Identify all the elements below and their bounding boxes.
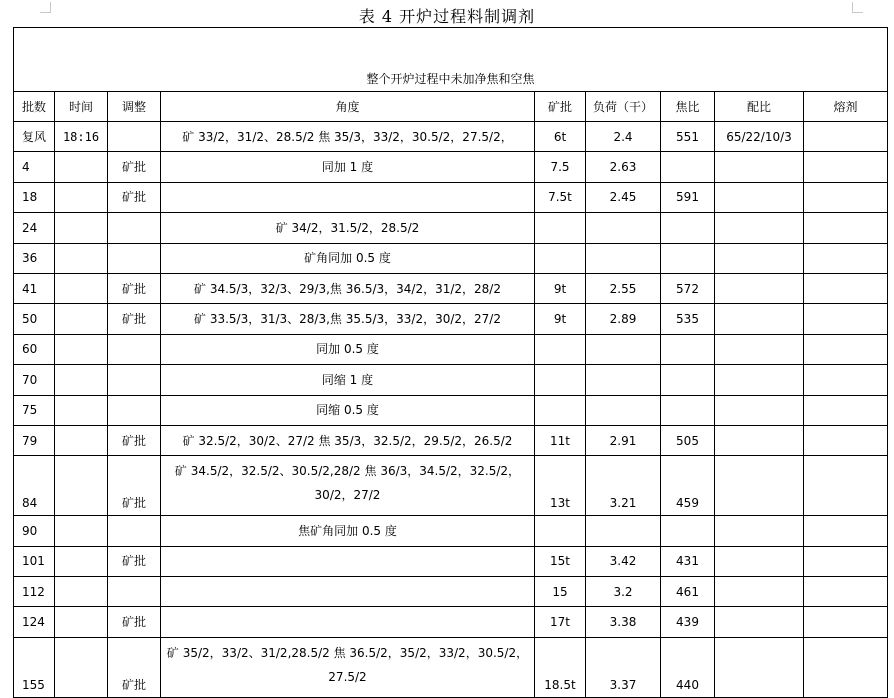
cell-load: 2.55 xyxy=(586,273,661,303)
cell-load xyxy=(586,213,661,243)
cell-load: 2.63 xyxy=(586,152,661,182)
table-row xyxy=(14,607,888,637)
cell-adjust xyxy=(108,365,161,395)
cell-batch: 124 xyxy=(14,607,55,637)
cell-time xyxy=(55,304,108,334)
table-row xyxy=(14,182,888,212)
cell-mix-ratio: 65/22/10/3 xyxy=(715,122,804,152)
cell-coke-ratio: 461 xyxy=(661,577,715,607)
cell-mix-ratio xyxy=(715,425,804,455)
header-row xyxy=(14,92,888,122)
cell-mix-ratio xyxy=(715,637,804,697)
table-row xyxy=(14,425,888,455)
cell-load: 2.45 xyxy=(586,182,661,212)
cell-ore-batch xyxy=(535,395,586,425)
cell-mix-ratio xyxy=(715,607,804,637)
cell-mix-ratio xyxy=(715,577,804,607)
cell-coke-ratio xyxy=(661,152,715,182)
cell-mix-ratio xyxy=(715,456,804,516)
cell-adjust: 矿批 xyxy=(108,273,161,303)
cell-adjust: 矿批 xyxy=(108,456,161,516)
table-row xyxy=(14,213,888,243)
cell-angle: 同缩 0.5 度 xyxy=(161,395,535,425)
cell-batch: 155 xyxy=(14,637,55,697)
cell-ore-batch: 9t xyxy=(535,304,586,334)
cell-time: 18:16 xyxy=(55,122,108,152)
cell-angle: 矿 33/2，31/2、28.5/2 焦 35/3，33/2，30.5/2，27.5/2， xyxy=(161,122,535,152)
cell-load: 2.91 xyxy=(586,425,661,455)
cell-angle: 同缩 1 度 xyxy=(161,365,535,395)
cell-time xyxy=(55,577,108,607)
cell-angle: 矿 33.5/3，31/3、28/3,焦 35.5/3，33/2，30/2，27/2 xyxy=(161,304,535,334)
header-batch: 批数 xyxy=(14,92,55,122)
header-mix-ratio: 配比 xyxy=(715,92,804,122)
cell-batch: 70 xyxy=(14,365,55,395)
cell-coke-ratio: 551 xyxy=(661,122,715,152)
cell-flux xyxy=(804,456,888,516)
cell-mix-ratio xyxy=(715,182,804,212)
cell-angle: 矿角同加 0.5 度 xyxy=(161,243,535,273)
cell-flux xyxy=(804,122,888,152)
table-row xyxy=(14,516,888,546)
cell-ore-batch: 6t xyxy=(535,122,586,152)
table-row xyxy=(14,152,888,182)
header-angle: 角度 xyxy=(161,92,535,122)
cell-ore-batch: 9t xyxy=(535,273,586,303)
cell-load: 3.38 xyxy=(586,607,661,637)
cell-time xyxy=(55,334,108,364)
cell-ore-batch xyxy=(535,365,586,395)
cell-adjust xyxy=(108,334,161,364)
cell-batch: 复风 xyxy=(14,122,55,152)
cell-flux xyxy=(804,516,888,546)
cell-flux xyxy=(804,365,888,395)
cell-time xyxy=(55,637,108,697)
table-row xyxy=(14,304,888,334)
cell-angle: 矿 34.5/3，32/3、29/3,焦 36.5/3，34/2，31/2，28/2 xyxy=(161,273,535,303)
table-row xyxy=(14,243,888,273)
cell-mix-ratio xyxy=(715,516,804,546)
cell-flux xyxy=(804,304,888,334)
cell-ore-batch xyxy=(535,213,586,243)
cell-coke-ratio xyxy=(661,516,715,546)
cell-angle xyxy=(161,607,535,637)
cell-angle: 同加 1 度 xyxy=(161,152,535,182)
cell-batch: 4 xyxy=(14,152,55,182)
cell-load: 3.21 xyxy=(586,456,661,516)
table-row xyxy=(14,395,888,425)
cell-flux xyxy=(804,637,888,697)
table-row xyxy=(14,577,888,607)
cell-ore-batch: 15t xyxy=(535,546,586,576)
cell-mix-ratio xyxy=(715,365,804,395)
cell-batch: 36 xyxy=(14,243,55,273)
cell-load xyxy=(586,334,661,364)
cell-flux xyxy=(804,546,888,576)
cell-coke-ratio: 535 xyxy=(661,304,715,334)
cell-angle: 矿 34/2，31.5/2，28.5/2 xyxy=(161,213,535,243)
cell-adjust xyxy=(108,516,161,546)
cell-flux xyxy=(804,182,888,212)
cell-batch: 50 xyxy=(14,304,55,334)
cell-batch: 101 xyxy=(14,546,55,576)
cell-adjust xyxy=(108,122,161,152)
cell-ore-batch: 17t xyxy=(535,607,586,637)
cell-angle: 同加 0.5 度 xyxy=(161,334,535,364)
cell-angle xyxy=(161,182,535,212)
cell-angle: 矿 34.5/2，32.5/2、30.5/2,28/2 焦 36/3，34.5/2，32.5/2，30/2，27/2 xyxy=(161,456,535,516)
cell-angle xyxy=(161,546,535,576)
cell-batch: 18 xyxy=(14,182,55,212)
table-row xyxy=(14,334,888,364)
header-ore-batch: 矿批 xyxy=(535,92,586,122)
cell-time xyxy=(55,425,108,455)
cell-coke-ratio: 439 xyxy=(661,607,715,637)
cell-load xyxy=(586,365,661,395)
table-row xyxy=(14,456,888,516)
cell-coke-ratio: 591 xyxy=(661,182,715,212)
header-coke-ratio: 焦比 xyxy=(661,92,715,122)
cell-coke-ratio xyxy=(661,243,715,273)
header-load: 负荷（干） xyxy=(586,92,661,122)
cell-time xyxy=(55,546,108,576)
cell-batch: 24 xyxy=(14,213,55,243)
cell-adjust: 矿批 xyxy=(108,607,161,637)
cell-flux xyxy=(804,334,888,364)
cell-ore-batch xyxy=(535,516,586,546)
cell-flux xyxy=(804,273,888,303)
cell-mix-ratio xyxy=(715,243,804,273)
cell-time xyxy=(55,152,108,182)
cell-ore-batch: 11t xyxy=(535,425,586,455)
header-adjust: 调整 xyxy=(108,92,161,122)
table-row xyxy=(14,122,888,152)
table-row xyxy=(14,546,888,576)
cell-load xyxy=(586,395,661,425)
cell-mix-ratio xyxy=(715,304,804,334)
cell-adjust xyxy=(108,577,161,607)
cell-adjust: 矿批 xyxy=(108,152,161,182)
cell-time xyxy=(55,456,108,516)
cell-batch: 79 xyxy=(14,425,55,455)
cell-flux xyxy=(804,395,888,425)
charge-adjustment-table xyxy=(13,27,888,698)
cell-load: 2.89 xyxy=(586,304,661,334)
cell-flux xyxy=(804,213,888,243)
cell-batch: 41 xyxy=(14,273,55,303)
cell-flux xyxy=(804,425,888,455)
cell-time xyxy=(55,213,108,243)
cell-time xyxy=(55,273,108,303)
cell-mix-ratio xyxy=(715,395,804,425)
cell-coke-ratio: 431 xyxy=(661,546,715,576)
cell-angle: 矿 32.5/2，30/2、27/2 焦 35/3，32.5/2，29.5/2，26.5/2 xyxy=(161,425,535,455)
cell-flux xyxy=(804,577,888,607)
cell-flux xyxy=(804,152,888,182)
cell-batch: 75 xyxy=(14,395,55,425)
cell-adjust xyxy=(108,213,161,243)
cell-ore-batch: 18.5t xyxy=(535,637,586,697)
cell-time xyxy=(55,243,108,273)
cell-adjust: 矿批 xyxy=(108,637,161,697)
cell-load: 2.4 xyxy=(586,122,661,152)
cell-coke-ratio: 440 xyxy=(661,637,715,697)
cell-load: 3.2 xyxy=(586,577,661,607)
table-title: 表 4 开炉过程料制调剂 xyxy=(358,7,536,26)
cell-coke-ratio xyxy=(661,213,715,243)
cell-batch: 60 xyxy=(14,334,55,364)
cell-angle: 焦矿角同加 0.5 度 xyxy=(161,516,535,546)
cell-angle: 矿 35/2，33/2、31/2,28.5/2 焦 36.5/2，35/2，33/2，30.5/2，27.5/2 xyxy=(161,637,535,697)
cell-time xyxy=(55,516,108,546)
cell-coke-ratio: 572 xyxy=(661,273,715,303)
cell-mix-ratio xyxy=(715,213,804,243)
cell-load xyxy=(586,516,661,546)
cell-mix-ratio xyxy=(715,273,804,303)
cell-load: 3.42 xyxy=(586,546,661,576)
cell-coke-ratio: 505 xyxy=(661,425,715,455)
cell-batch: 112 xyxy=(14,577,55,607)
cell-ore-batch: 7.5 xyxy=(535,152,586,182)
cell-ore-batch: 13t xyxy=(535,456,586,516)
cell-adjust xyxy=(108,243,161,273)
cell-adjust: 矿批 xyxy=(108,182,161,212)
cell-time xyxy=(55,182,108,212)
cell-mix-ratio xyxy=(715,546,804,576)
header-time: 时间 xyxy=(55,92,108,122)
cell-batch: 84 xyxy=(14,456,55,516)
cell-time xyxy=(55,607,108,637)
cell-ore-batch xyxy=(535,243,586,273)
cell-adjust: 矿批 xyxy=(108,304,161,334)
cell-coke-ratio xyxy=(661,395,715,425)
cell-adjust: 矿批 xyxy=(108,425,161,455)
cell-ore-batch: 7.5t xyxy=(535,182,586,212)
cell-angle xyxy=(161,577,535,607)
cell-coke-ratio xyxy=(661,365,715,395)
cell-adjust xyxy=(108,395,161,425)
table-banner-note: 整个开炉过程中未加净焦和空焦 xyxy=(14,28,888,92)
cell-ore-batch xyxy=(535,334,586,364)
cell-ore-batch: 15 xyxy=(535,577,586,607)
cell-flux xyxy=(804,607,888,637)
cell-mix-ratio xyxy=(715,152,804,182)
cell-load: 3.37 xyxy=(586,637,661,697)
cell-load xyxy=(586,243,661,273)
cell-coke-ratio: 459 xyxy=(661,456,715,516)
cell-time xyxy=(55,395,108,425)
cell-time xyxy=(55,365,108,395)
table-row xyxy=(14,365,888,395)
header-flux: 熔剂 xyxy=(804,92,888,122)
cell-batch: 90 xyxy=(14,516,55,546)
cell-mix-ratio xyxy=(715,334,804,364)
table-row xyxy=(14,273,888,303)
cell-flux xyxy=(804,243,888,273)
cell-adjust: 矿批 xyxy=(108,546,161,576)
table-row xyxy=(14,637,888,697)
cell-coke-ratio xyxy=(661,334,715,364)
